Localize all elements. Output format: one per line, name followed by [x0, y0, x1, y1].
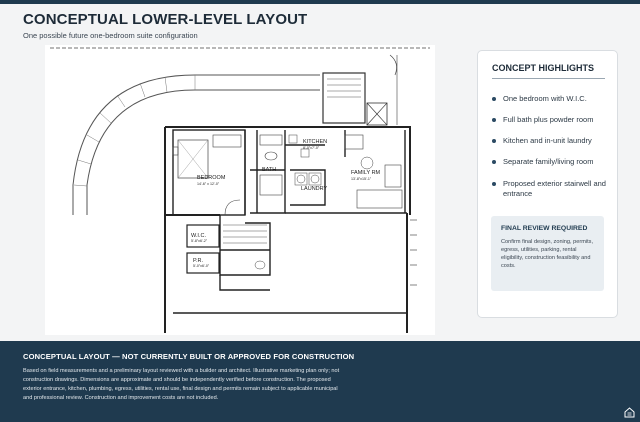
bullet-icon	[492, 160, 496, 164]
floor-plan	[45, 45, 435, 335]
review-body: Confirm final design, zoning, permits, egress, utilities, parking, rental eligibility, construction feasibility and costs.	[501, 239, 594, 269]
equal-housing-icon	[624, 407, 635, 418]
floor-plan-drawing	[45, 45, 435, 335]
top-accent-bar	[0, 0, 640, 4]
highlights-title: CONCEPT HIGHLIGHTS	[492, 63, 595, 73]
bullet-icon	[492, 139, 496, 143]
bullet-icon	[492, 118, 496, 122]
highlight-item: Separate family/living room	[492, 157, 612, 167]
room-dim-pr: 5'-0"x6'-0"	[193, 264, 210, 268]
highlight-item: One bedroom with W.I.C.	[492, 94, 612, 104]
room-label-family: FAMILY RM	[351, 170, 381, 176]
room-label-bath: BATH	[262, 167, 277, 173]
highlight-item: Kitchen and in-unit laundry	[492, 136, 612, 146]
room-label-bedroom: BEDROOM	[197, 175, 226, 181]
room-dim-wic: 5'-8"x6'-2"	[191, 239, 208, 243]
concept-highlights-card	[477, 50, 618, 318]
highlight-item: Proposed exterior stairwell and entrance	[492, 179, 612, 198]
final-review-box	[491, 216, 604, 291]
room-label-wic: W.I.C.	[191, 233, 206, 239]
highlights-divider	[492, 78, 605, 79]
disclaimer-footer	[0, 341, 640, 422]
footer-title: CONCEPTUAL LAYOUT — NOT CURRENTLY BUILT OR APPROVED FOR CONSTRUCTION	[23, 352, 355, 361]
room-dim-bedroom: 14'-6" x 12'-0"	[197, 182, 220, 186]
room-label-pr: P.R.	[193, 258, 203, 264]
page-title: CONCEPTUAL LOWER-LEVEL LAYOUT	[23, 11, 308, 28]
bullet-icon	[492, 97, 496, 101]
bullet-icon	[492, 182, 496, 186]
highlight-item: Full bath plus powder room	[492, 115, 612, 125]
room-dim-family: 13'-8"x15'-1"	[351, 177, 372, 181]
room-label-kitchen: KITCHEN	[303, 139, 328, 145]
room-label-laundry: LAUNDRY	[301, 186, 328, 192]
room-dim-kitchen: 8'-0"x7'-0"	[303, 146, 320, 150]
review-title: FINAL REVIEW REQUIRED	[501, 225, 588, 232]
footer-body: Based on field measurements and a preliminary layout reviewed with a builder and architect. Illustrative marketing plan only; not construction drawings. Dimensions are approximate and should be independently verified before construction. The proposed exterior entrance, kitchen, plumbing, egress, utilities, rental use, final design and permits remain subject to applicable municipal and professional review. Construction and improvement costs are not included.	[23, 368, 340, 401]
page-subtitle: One possible future one-bedroom suite configuration	[23, 31, 198, 40]
